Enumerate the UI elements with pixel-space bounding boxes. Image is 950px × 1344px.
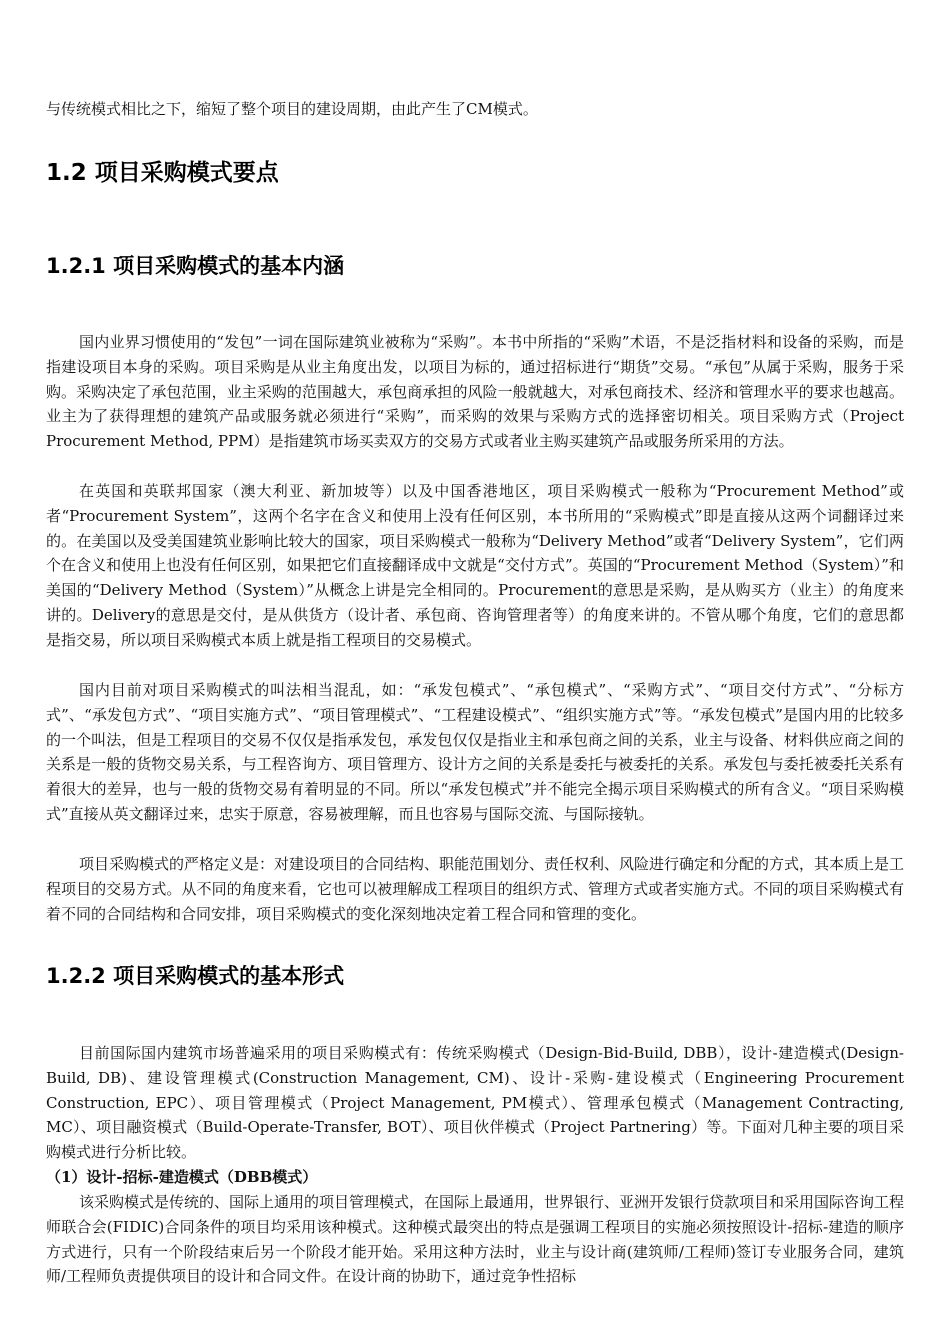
paragraph-terminology: 国内业界习惯使用的“发包”一词在国际建筑业被称为“采购”。本书中所指的“采购”术语，不是泛指材料和设备的采购，而是指建设项目本身的采购。项目采购是从业主角度出发，以项目为标的，通过招标进行“期货”交易。“承包”从属于采购，服务于采购。采购决定了承包范围，业主采购的范围越大，承包商承担的风险一般就越大，对承包商技术、经济和管理水平的要求也越高。业主为了获得理想的建筑产品或服务就必须进行“采购”，而采购的效果与采购方式的选择密切相关。项目采购方式（Project Procurement Method, PPM）是指建筑市场买卖双方的交易方式或者业主购买建筑产品或服务所采用的方法。 bbox=[46, 333, 904, 451]
paragraph-modes-list: 目前国际国内建筑市场普遍采用的项目采购模式有：传统采购模式（Design-Bid-Build, DBB），设计-建造模式(Design-Build, DB)、建设管理模式(Construction Management, CM)、设计-采购-建设模式（Engineering Procurement Construction, EPC）、项目管理模式（Project Management, PM模式）、管理承包模式（Management Contracting, MC）、项目融资模式（Build-Operate-Transfer, BOT）、项目伙伴模式（Project Partnering）等。下面对几种主要的项目采购模式进行分析比较。 bbox=[46, 1044, 904, 1162]
paragraph-naming-confusion: 国内目前对项目采购模式的叫法相当混乱，如：“承发包模式”、“承包模式”、“采购方式”、“项目交付方式”、“分标方式”、“承发包方式”、“项目实施方式”、“项目管理模式”、“工程建设模式”、“组织实施方式”等。“承发包模式”是国内用的比较多的一个叫法，但是工程项目的交易不仅仅是指承发包，承发包仅仅是指业主和承包商之间的关系，业主与设备、材料供应商之间的关系是一般的货物交易关系，与工程咨询方、项目管理方、设计方之间的关系是委托与被委托的关系。承发包与委托被委托关系有着很大的差异，也与一般的货物交易有着明显的不同。所以“承发包模式”并不能完全揭示项目采购模式的所有含义。“项目采购模式”直接从英文翻译过来，忠实于原意，容易被理解，而且也容易与国际交流、与国际接轨。 bbox=[46, 681, 904, 823]
paragraph-definition: 项目采购模式的严格定义是：对建设项目的合同结构、职能范围划分、责任权利、风险进行确定和分配的方式，其本质上是工程项目的交易方式。从不同的角度来看，它也可以被理解成工程项目的组织方式、管理方式或者实施方式。不同的项目采购模式有着不同的合同结构和合同安排，项目采购模式的变化深刻地决定着工程合同和管理的变化。 bbox=[46, 855, 905, 923]
paragraph-procurement-delivery: 在英国和英联邦国家（澳大利亚、新加坡等）以及中国香港地区，项目采购模式一般称为“Procurement Method”或者“Procurement System”，这两个名字在含义和使用上没有任何区别，本书所用的“采购模式”即是直接从这两个词翻译过来的。在美国以及受美国建筑业影响比较大的国家，项目采购模式一般称为“Delivery Method”或者“Delivery System”，它们两个在含义和使用上也没有任何区别，如果把它们直接翻译成中文就是“交付方式”。英国的“Procurement Method（System）”和美国的“Delivery Method（System）”从概念上讲是完全相同的。Procurement的意思是采购，是从购买方（业主）的角度来讲的。Delivery的意思是交付，是从供货方（设计者、承包商、咨询管理者等）的角度来讲的。不管从哪个角度，它们的意思都是指交易，所以项目采购模式本质上就是指工程项目的交易模式。 bbox=[46, 482, 904, 649]
section-1-2-2-title: 1.2.2 项目采购模式的基本形式 bbox=[46, 964, 345, 988]
section-1-2-title: 1.2 项目采购模式要点 bbox=[46, 160, 279, 186]
intro-line: 与传统模式相比之下，缩短了整个项目的建设周期，由此产生了CM模式。 bbox=[46, 100, 538, 118]
dbb-subheading: （1）设计-招标-建造模式（DBB模式） bbox=[46, 1168, 318, 1186]
paragraph-dbb: 该采购模式是传统的、国际上通用的项目管理模式，在国际上最通用，世界银行、亚洲开发银行贷款项目和采用国际咨询工程师联合会(FIDIC)合同条件的项目均采用该种模式。这种模式最突出的特点是强调工程项目的实施必须按照设计-招标-建造的顺序方式进行，只有一个阶段结束后另一个阶段才能开始。采用这种方法时，业主与设计商(建筑师/工程师)签订专业服务合同，建筑师/工程师负责提供项目的设计和合同文件。在设计商的协助下，通过竞争性招标 bbox=[46, 1193, 905, 1286]
section-1-2-1-title: 1.2.1 项目采购模式的基本内涵 bbox=[46, 254, 345, 278]
